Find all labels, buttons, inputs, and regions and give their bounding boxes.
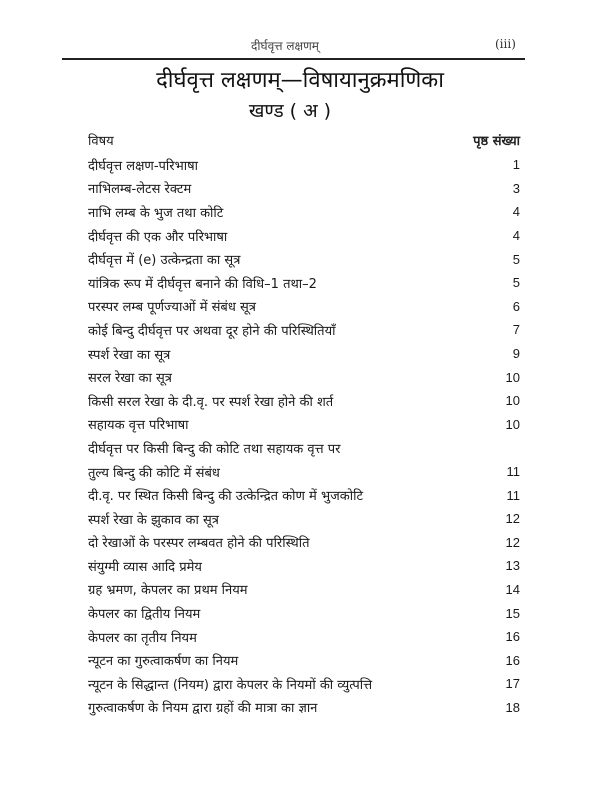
toc-entry xyxy=(88,578,520,602)
toc-entry xyxy=(88,554,520,578)
toc-entry-page: 17 xyxy=(505,676,520,692)
table-of-contents xyxy=(88,153,520,719)
toc-entry xyxy=(88,318,520,342)
toc-entry-title: गुरुत्वाकर्षण के नियम द्वारा ग्रहों की मात्रा का ज्ञान xyxy=(88,701,318,717)
toc-entry-page: 3 xyxy=(512,180,520,196)
toc-entry xyxy=(88,696,520,720)
toc-entry-title: ग्रह भ्रमण, केपलर का प्रथम नियम xyxy=(88,583,248,599)
toc-entry-page: 4 xyxy=(512,228,520,244)
toc-entry-page: 4 xyxy=(512,204,520,220)
toc-entry-title: सहायक वृत्त परिभाषा xyxy=(88,418,189,434)
toc-entry xyxy=(88,507,520,531)
toc-entry-title: दो रेखाओं के परस्पर लम्बवत होने की परिस्थिति xyxy=(88,536,310,552)
toc-entry-page: 18 xyxy=(505,699,520,715)
toc-entry xyxy=(88,601,520,625)
toc-entry-page: 13 xyxy=(505,558,520,574)
toc-entry-page: 5 xyxy=(512,275,520,291)
toc-entry xyxy=(88,460,520,484)
header-rule xyxy=(62,58,525,60)
toc-entry-page: 11 xyxy=(506,487,520,503)
toc-entry-title: परस्पर लम्ब पूर्णज्याओं में संबंध सूत्र xyxy=(88,300,256,316)
toc-entry xyxy=(88,295,520,319)
toc-entry-title: दी.वृ. पर स्थित किसी बिन्दु की उत्केन्द्रित कोण में भुजकोटि xyxy=(88,489,363,505)
toc-entry xyxy=(88,365,520,389)
toc-entry-page: 7 xyxy=(512,322,520,338)
toc-entry xyxy=(88,342,520,366)
column-header-subject: विषय xyxy=(88,134,114,149)
running-header: दीर्घवृत्त लक्षणम् xyxy=(251,39,319,53)
toc-entry-title: कोई बिन्दु दीर्घवृत्त पर अथवा दूर होने की परिस्थितियाँ xyxy=(88,323,336,339)
toc-entry-title: न्यूटन के सिद्धान्त (नियम) द्वारा केपलर के नियमों की व्युत्पत्ति xyxy=(88,677,373,693)
toc-entry xyxy=(88,389,520,413)
toc-entry-title: नाभिलम्ब-लेटस रेक्टम xyxy=(88,182,192,198)
toc-entry xyxy=(88,672,520,696)
toc-entry-title: दीर्घवृत्त की एक और परिभाषा xyxy=(88,229,228,245)
toc-entry-title: स्पर्श रेखा के झुकाव का सूत्र xyxy=(88,512,219,528)
toc-entry-title: न्यूटन का गुरुत्वाकर्षण का नियम xyxy=(88,654,239,670)
toc-entry-title: यांत्रिक रूप में दीर्घवृत्त बनाने की विधि–1 तथा–2 xyxy=(88,276,317,292)
toc-entry xyxy=(88,648,520,672)
page-number: (iii) xyxy=(495,37,516,51)
toc-entry-title: संयुग्मी व्यास आदि प्रमेय xyxy=(88,559,202,575)
toc-entry xyxy=(88,271,520,295)
section-subtitle: खण्ड ( अ ) xyxy=(248,100,332,122)
toc-entry-title: स्पर्श रेखा का सूत्र xyxy=(88,347,171,363)
toc-entry-page: 12 xyxy=(505,511,520,527)
toc-entry xyxy=(88,224,520,248)
toc-entry-page: 11 xyxy=(506,464,520,480)
toc-entry-title: केपलर का तृतीय नियम xyxy=(88,630,197,646)
toc-entry-page: 10 xyxy=(505,416,520,432)
toc-entry-page: 15 xyxy=(505,605,520,621)
toc-entry xyxy=(88,177,520,201)
toc-entry-page: 10 xyxy=(505,393,520,409)
toc-entry-title: नाभि लम्ब के भुज तथा कोटि xyxy=(88,205,224,221)
toc-entry-page: 14 xyxy=(505,581,520,597)
toc-entry-page: 9 xyxy=(512,346,520,362)
page-title: दीर्घवृत्त लक्षणम्—विषायानुक्रमणिका xyxy=(156,68,444,93)
toc-entry-title: सरल रेखा का सूत्र xyxy=(88,371,172,387)
toc-entry xyxy=(88,436,520,460)
toc-entry-page: 1 xyxy=(512,157,520,173)
toc-entry-page: 6 xyxy=(512,298,520,314)
toc-entry-page: 16 xyxy=(505,652,520,668)
toc-entry-title: दीर्घवृत्त लक्षण-परिभाषा xyxy=(88,158,198,174)
toc-entry-page: 5 xyxy=(512,251,520,267)
toc-entry-page: 16 xyxy=(505,629,520,645)
toc-entry xyxy=(88,200,520,224)
toc-entry-page: 12 xyxy=(505,534,520,550)
toc-entry xyxy=(88,153,520,177)
toc-entry-page: 10 xyxy=(505,369,520,385)
toc-entry-title: तुल्य बिन्दु की कोटि में संबंध xyxy=(88,465,220,481)
toc-entry-title: किसी सरल रेखा के दी.वृ. पर स्पर्श रेखा होने की शर्त xyxy=(88,394,334,410)
toc-entry-title: दीर्घवृत्त पर किसी बिन्दु की कोटि तथा सहायक वृत्त पर xyxy=(88,441,341,457)
toc-entry xyxy=(88,413,520,437)
column-header-page: पृष्ठ संख्या xyxy=(473,134,520,149)
toc-entry xyxy=(88,483,520,507)
toc-entry xyxy=(88,625,520,649)
toc-entry xyxy=(88,531,520,555)
toc-entry xyxy=(88,247,520,271)
toc-entry-title: केपलर का द्वितीय नियम xyxy=(88,607,201,623)
toc-entry-title: दीर्घवृत्त में (e) उत्केन्द्रता का सूत्र xyxy=(88,253,241,269)
